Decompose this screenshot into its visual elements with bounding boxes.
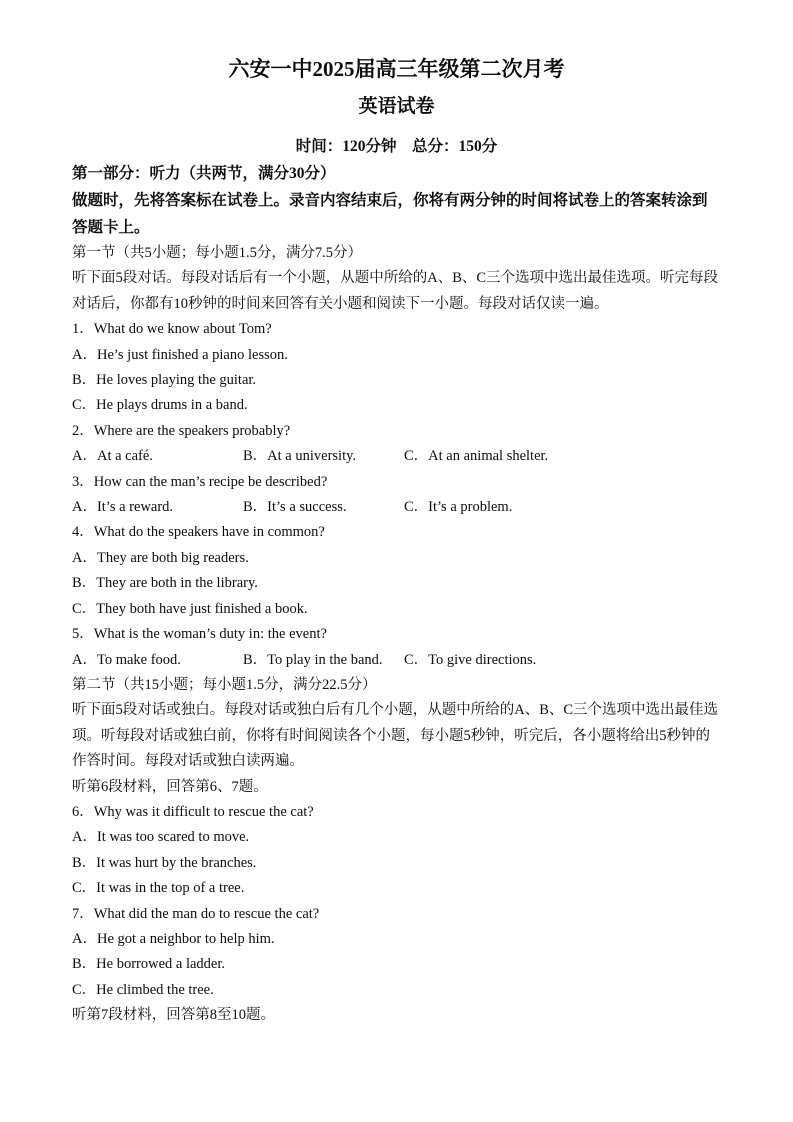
question-7: [72, 902, 721, 1004]
question-stem: 2．Where are the speakers probably?: [72, 422, 291, 439]
option-a: A．To make food.: [72, 651, 181, 668]
exam-title: 六安一中2025届高三年级第二次月考: [228, 57, 565, 81]
options-row: [72, 495, 721, 520]
option-b: B．He loves playing the guitar.: [72, 372, 257, 389]
option-c: C．He plays drums in a band.: [72, 397, 248, 414]
audio-note-6-7: 听第6段材料，回答第6、7题。: [72, 778, 268, 795]
option-a: A．He’s just finished a piano lesson.: [72, 346, 288, 363]
question-1: [72, 317, 721, 419]
question-stem: 5．What is the woman’s duty in: the event?: [72, 626, 327, 643]
option-b: B．They are both in the library.: [72, 575, 258, 592]
option-b: B．To play in the band.: [243, 651, 383, 668]
options-row: [72, 444, 721, 469]
option-b: B．At a university.: [243, 448, 357, 465]
option-c: C．They both have just finished a book.: [72, 600, 308, 617]
question-stem: 6．Why was it difficult to rescue the cat?: [72, 803, 314, 820]
question-stem: 3．How can the man’s recipe be described?: [72, 473, 328, 490]
question-5: [72, 622, 721, 673]
question-4: [72, 520, 721, 622]
option-b: B．It was hurt by the branches.: [72, 854, 257, 871]
option-c: C．He climbed the tree.: [72, 981, 214, 998]
question-3: [72, 470, 721, 521]
option-a: A．They are both big readers.: [72, 549, 249, 566]
option-b: B．He borrowed a ladder.: [72, 956, 226, 973]
exam-time-score: 时间：120分钟 总分：150分: [295, 138, 498, 155]
option-c: C．At an animal shelter.: [404, 448, 549, 465]
audio-note-8-10: 听第7段材料，回答第8至10题。: [72, 1007, 275, 1024]
option-c: C．It was in the top of a tree.: [72, 880, 245, 897]
section1-heading: 第一节（共5小题；每小题1.5分，满分7.5分）: [72, 245, 362, 261]
question-stem: 7．What did the man do to rescue the cat?: [72, 905, 320, 922]
question-2: [72, 419, 721, 470]
option-c: C．To give directions.: [404, 651, 537, 668]
section2-heading: 第二节（共15小题；每小题1.5分，满分22.5分）: [72, 676, 377, 693]
exam-subtitle: 英语试卷: [358, 96, 435, 117]
question-stem: 4．What do the speakers have in common?: [72, 524, 325, 541]
section1-direction: 听下面5段对话。每段对话后有一个小题，从题中所给的A、B、C三个选项中选出最佳选项。听完每段对话后，你都有10秒钟的时间来回答有关小题和阅读下一小题。每段对话仅读一遍。: [72, 270, 719, 312]
option-c: C．It’s a problem.: [404, 499, 513, 516]
question-6: [72, 800, 721, 902]
question-stem: 1．What do we know about Tom?: [72, 321, 272, 338]
part1-note: 做题时，先将答案标在试卷上。录音内容结束后，你将有两分钟的时间将试卷上的答案转涂到答题卡上。: [72, 192, 708, 236]
part1-heading: 第一部分：听力（共两节，满分30分）: [72, 165, 336, 182]
option-a: A．At a café.: [72, 448, 153, 465]
option-a: A．He got a neighbor to help him.: [72, 930, 275, 947]
option-a: A．It was too scared to move.: [72, 829, 250, 846]
options-row: [72, 648, 721, 673]
option-b: B．It’s a success.: [243, 499, 347, 516]
option-a: A．It’s a reward.: [72, 499, 174, 516]
section2-direction: 听下面5段对话或独白。每段对话或独白后有几个小题，从题中所给的A、B、C三个选项中选出最佳选项。听每段对话或独白前，你将有时间阅读各个小题，每小题5秒钟，听完后，各小题将给出5秒钟的作答时间。每段对话或独白读两遍。: [72, 702, 719, 770]
